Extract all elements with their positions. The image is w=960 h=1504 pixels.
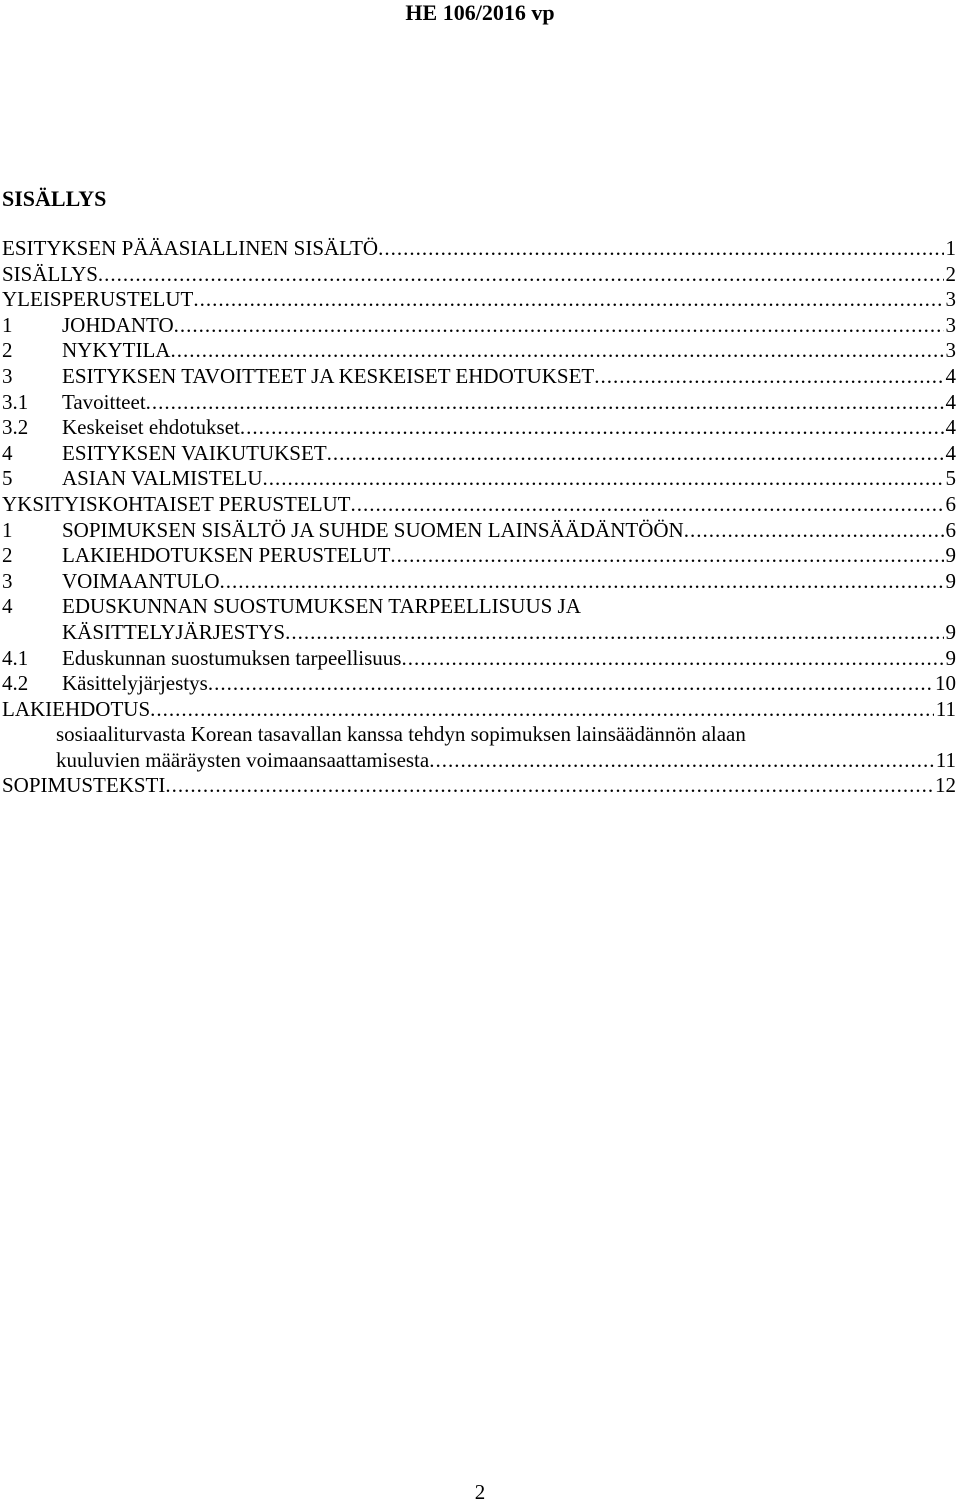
toc-entry-label: Käsittelyjärjestys (62, 671, 208, 696)
toc-entry-label: SOPIMUSTEKSTI (2, 773, 166, 798)
toc-entry-page: 1 (945, 236, 956, 260)
dot-leader (240, 415, 944, 441)
toc-entry[interactable] (2, 262, 956, 288)
toc-entry-label: Tavoitteet (62, 389, 146, 414)
toc-entry-number: 3.1 (2, 389, 29, 414)
dot-leader (146, 390, 944, 416)
toc-entry[interactable] (2, 697, 956, 723)
dot-leader (390, 543, 943, 569)
toc-entry-label: EDUSKUNNAN SUOSTUMUKSEN TARPEELLISUUS JA (62, 594, 581, 619)
toc-entry-label: JOHDANTO (62, 312, 174, 337)
toc-entry[interactable] (2, 338, 956, 364)
dot-leader (98, 262, 944, 288)
toc-entry-label: Eduskunnan suostumuksen tarpeellisuus (62, 645, 402, 670)
dot-leader (170, 338, 943, 364)
toc-entry-number: 4 (2, 594, 13, 619)
dot-leader (351, 492, 944, 518)
toc-entry-number: 4.1 (2, 645, 29, 670)
toc-entry-number: 3.2 (2, 415, 29, 440)
toc-entry-number: 5 (2, 466, 13, 491)
toc-entry-page: 4 (945, 415, 956, 440)
toc-entry-page: 4 (945, 389, 956, 414)
dot-leader (262, 466, 943, 492)
toc-entry[interactable] (2, 671, 956, 697)
toc-entry-number: 4 (2, 440, 13, 465)
toc-entry-label: sosiaaliturvasta Korean tasavallan kanssa tehdyn sopimuksen lainsäädännön alaan (56, 722, 746, 747)
dot-leader (594, 364, 943, 390)
dot-leader (684, 518, 944, 544)
dot-leader (208, 671, 933, 697)
toc-entry[interactable] (2, 466, 956, 492)
toc-entry-page: 9 (945, 619, 956, 644)
toc-entry-page: 11 (935, 696, 956, 721)
toc-entry[interactable] (2, 773, 956, 799)
toc-entry-page: 11 (935, 747, 956, 772)
toc-entry[interactable] (2, 441, 956, 467)
toc-entry-label: NYKYTILA (62, 338, 171, 363)
toc-entry-page: 6 (945, 491, 956, 516)
dot-leader (174, 313, 944, 339)
toc-entry-page: 3 (945, 287, 956, 312)
dot-leader (193, 287, 943, 313)
toc-entry-page: 9 (945, 568, 956, 593)
toc-entry-label: ESITYKSEN VAIKUTUKSET (62, 440, 327, 465)
dot-leader (401, 646, 943, 672)
toc-entry-number: 2 (2, 338, 13, 363)
toc-entry-page: 2 (945, 261, 956, 286)
toc-entry-multiline[interactable] (2, 722, 956, 773)
toc-entry-label-continuation: KÄSITTELYJÄRJESTYS (62, 619, 286, 644)
toc-entry-label: YKSITYISKOHTAISET PERUSTELUT (2, 491, 351, 516)
toc-entry-page: 12 (935, 773, 956, 798)
toc-entry-number: 1 (2, 312, 13, 337)
toc-entry-multiline[interactable] (2, 594, 956, 645)
toc-entry[interactable] (2, 569, 956, 595)
dot-leader (150, 697, 934, 723)
toc-entry-label: SOPIMUKSEN SISÄLTÖ JA SUHDE SUOMEN LAINSÄÄDÄNTÖÖN (62, 517, 684, 542)
toc-entry-label: VOIMAANTULO (62, 568, 220, 593)
toc-entry-label: Keskeiset ehdotukset (62, 415, 240, 440)
toc-entry[interactable] (2, 492, 956, 518)
toc-entry-page: 3 (945, 338, 956, 363)
toc-entry-label: LAKIEHDOTUKSEN PERUSTELUT (62, 543, 391, 568)
toc-entry-page: 4 (945, 363, 956, 388)
toc-entry[interactable] (2, 236, 956, 262)
toc-entry[interactable] (2, 415, 956, 441)
toc-entry-page: 6 (945, 517, 956, 542)
toc-entry-number: 1 (2, 517, 13, 542)
toc-entry[interactable] (2, 364, 956, 390)
dot-leader (327, 441, 944, 467)
toc-entry[interactable] (2, 543, 956, 569)
toc-entry-page: 9 (945, 543, 956, 568)
toc-entry-label: YLEISPERUSTELUT (2, 287, 194, 312)
toc-entry-number: 3 (2, 568, 13, 593)
toc-entry[interactable] (2, 390, 956, 416)
toc-entry-label: LAKIEHDOTUS (2, 696, 151, 721)
dot-leader (219, 569, 943, 595)
dot-leader (165, 773, 933, 799)
toc-entry[interactable] (2, 287, 956, 313)
toc-entry-page: 10 (935, 671, 956, 696)
document-header: HE 106/2016 vp (405, 0, 555, 25)
page-number: 2 (474, 1480, 486, 1504)
toc-entry-label-continuation: kuuluvien määräysten voimaansaattamisesta (56, 747, 430, 772)
toc-entry-label: ASIAN VALMISTELU (62, 466, 263, 491)
toc-entry-label: ESITYKSEN PÄÄASIALLINEN SISÄLTÖ (2, 236, 379, 260)
toc-heading: SISÄLLYS (2, 186, 107, 211)
toc-entry-page: 9 (945, 645, 956, 670)
toc-entry-number: 3 (2, 363, 13, 388)
toc-entry-label: ESITYKSEN TAVOITTEET JA KESKEISET EHDOTUKSET (62, 363, 595, 388)
toc-entry-number: 2 (2, 543, 13, 568)
dot-leader (285, 620, 943, 646)
toc-entry-label: SISÄLLYS (2, 261, 98, 286)
dot-leader (378, 236, 943, 262)
table-of-contents (2, 236, 956, 799)
toc-entry[interactable] (2, 313, 956, 339)
toc-entry[interactable] (2, 646, 956, 672)
toc-entry-number: 4.2 (2, 671, 29, 696)
dot-leader (429, 748, 934, 774)
toc-entry[interactable] (2, 518, 956, 544)
toc-entry-page: 3 (945, 312, 956, 337)
toc-entry-page: 4 (945, 440, 956, 465)
toc-entry-page: 5 (945, 466, 956, 491)
